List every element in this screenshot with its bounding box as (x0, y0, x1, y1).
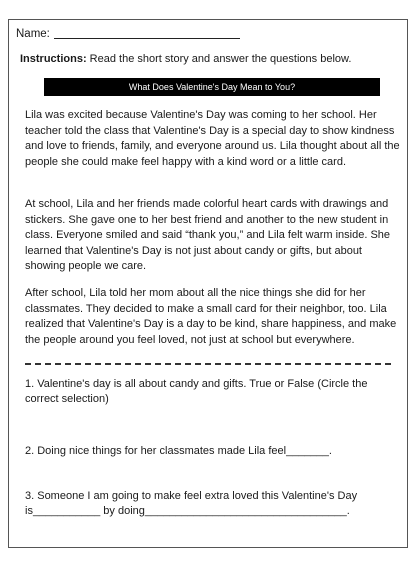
question-3: 3. Someone I am going to make feel extra loved this Valentine's Day is___________ by doing_________________________________. (25, 490, 358, 517)
dashed-divider (25, 363, 391, 365)
instructions-label: Instructions: (20, 53, 87, 65)
title-bar (44, 78, 380, 96)
question-1: 1. Valentine's day is all about candy and gifts. True or False (Circle the correct selection) (25, 378, 368, 405)
name-label: Name: (16, 28, 50, 40)
name-blank-line[interactable] (54, 38, 240, 39)
worksheet-title: What Does Valentine's Day Mean to You? (128, 82, 296, 92)
worksheet-page (8, 19, 408, 548)
instructions-text: Read the short story and answer the questions below. (86, 53, 352, 65)
name-row (16, 28, 240, 40)
question-2: 2. Doing nice things for her classmates made Lila feel_______. (25, 445, 332, 457)
instructions (20, 53, 351, 65)
story-paragraph-3: After school, Lila told her mom about all the nice things she did for her classmates. They decided to make a small card for their neighbor, too. Lila realized that Valentine's Day is a day to be kind, share happiness, and make the people around you feel loved, not just at school but everywhere. (25, 287, 397, 346)
story-paragraph-2: At school, Lila and her friends made colorful heart cards with drawings and stickers. She gave one to her best friend and another to the new student in class. Everyone smiled and said “thank you,” and Lila felt warm inside. She learned that Valentine's Day is not just about candy or gifts, but about showing people we care. (25, 198, 391, 272)
story-paragraph-1: Lila was excited because Valentine's Day was coming to her school. Her teacher told the class that Valentine's Day is a special day to show kindness and love to friends, family, and everyone around us. Lila thought about all the people she could make feel happy with a kind word or a little card. (25, 109, 400, 168)
